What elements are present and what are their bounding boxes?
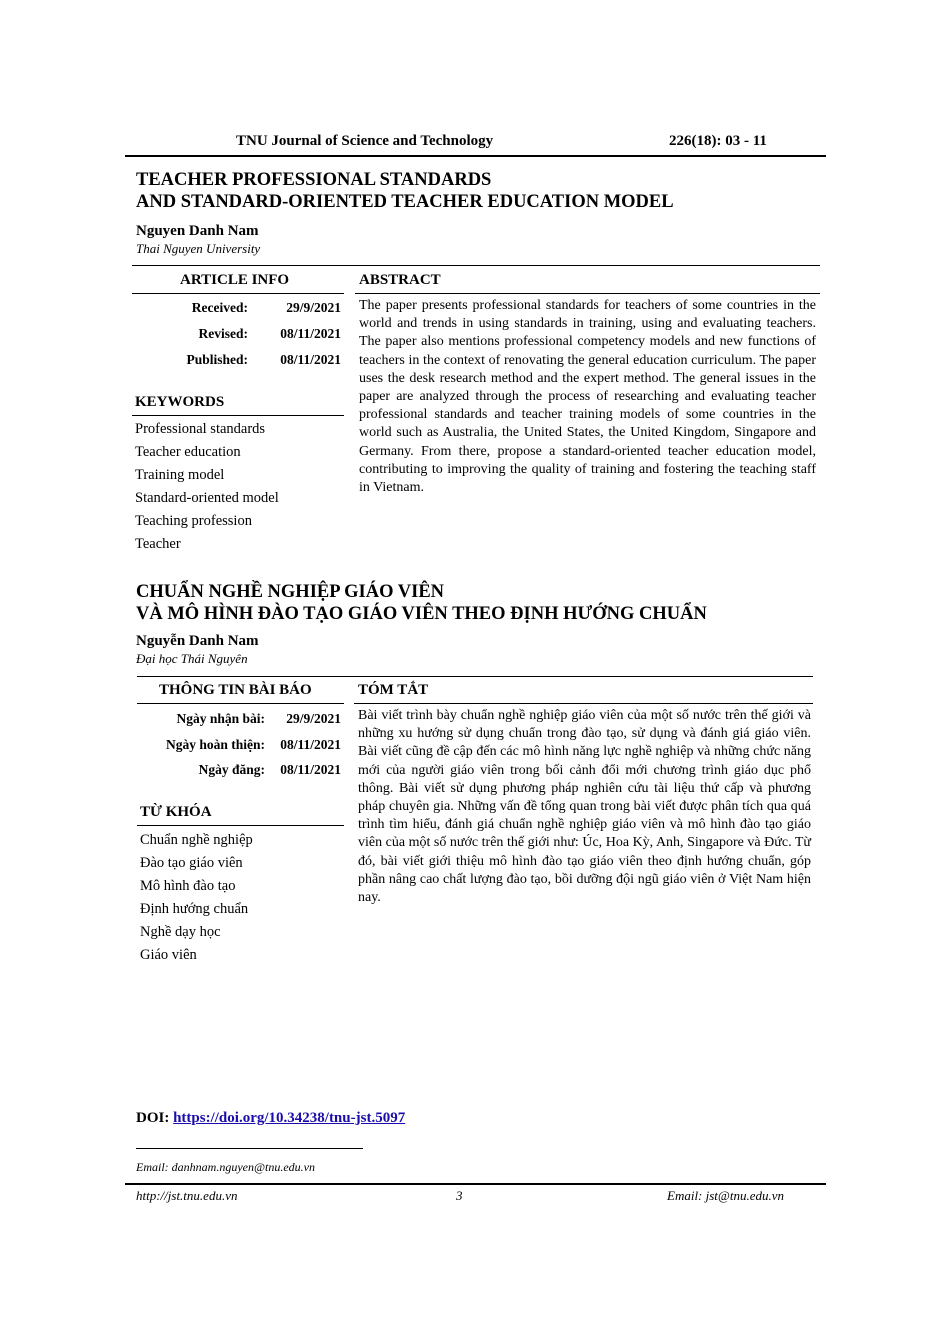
vi-title	[136, 581, 707, 625]
vi-article-info-heading: THÔNG TIN BÀI BÁO	[159, 682, 312, 698]
en-keyword: Teacher	[135, 536, 181, 552]
doi-label: DOI:	[136, 1110, 170, 1126]
journal-name: TNU Journal of Science and Technology	[236, 133, 494, 149]
en-keyword: Teaching profession	[135, 513, 252, 529]
vi-revised-value: 08/11/2021	[280, 737, 341, 752]
header-rule	[125, 155, 826, 157]
en-author: Nguyen Danh Nam	[136, 223, 259, 239]
en-title-line2: AND STANDARD-ORIENTED TEACHER EDUCATION MODEL	[136, 192, 674, 212]
vi-title-line2: VÀ MÔ HÌNH ĐÀO TẠO GIÁO VIÊN THEO ĐỊNH HƯỚNG CHUẨN	[136, 604, 707, 624]
vi-abstract-text: Bài viết trình bày chuẩn nghề nghiệp giáo viên của một số nước trên thế giới và những xu hướng sử dụng chuẩn trong đào tạo, sử dụng và đánh giá giáo viên. Bài viết cũng đề cập đến các mô hình năng lực nghề nghiệp và những chức năng mới của người giáo viên trong bối cảnh đổi mới chương trình giáo dục phổ thông. Bài viết sử dụng phương pháp nghiên cứu tài liệu thứ cấp và phương pháp chuyên gia. Những vấn đề tổng quan trong bài viết được phân tích qua quá trình tìm hiểu, đánh giá chuẩn nghề nghiệp giáo viên và mô hình đào tạo giáo viên của một số nước trên thế giới như: Úc, Hoa Kỳ, Anh, Singapore và Đức. Từ đó, bài viết giới thiệu mô hình đào tạo giáo viên theo định hướng chuẩn, góp phần nâng cao chất lượng đào tạo, bồi dưỡng đội ngũ giáo viên ở Việt Nam hiện nay.	[358, 708, 811, 906]
vi-received-value: 29/9/2021	[286, 711, 341, 726]
en-keywords-rule	[132, 415, 344, 416]
footnote-rule	[136, 1148, 363, 1149]
en-abstract-text: The paper presents professional standards for teachers of some countries in the world and trends in using standards in training, using and evaluating teachers. The paper also mentions professional competency models and new functions of teachers in the context of renovating the general education curriculum. The paper uses the desk research method and the expert method. The general issues in the paper are analyzed through the process of researching and evaluating teacher professional standards and teacher training models of some countries in the world such as Australia, the United States, the United Kingdom, Singapore and Germany. From there, propose a standard-oriented teacher education model, contributing to improving the quality of training and fostering the teaching staff in Vietnam.	[359, 298, 816, 496]
en-title	[136, 169, 674, 213]
doi-link[interactable]: https://doi.org/10.34238/tnu-jst.5097	[173, 1110, 406, 1126]
vi-info-rule	[137, 703, 344, 704]
vi-revised-label: Ngày hoàn thiện:	[165, 737, 265, 752]
vi-published-label: Ngày đăng:	[198, 762, 265, 777]
vi-keyword: Chuẩn nghề nghiệp	[140, 832, 253, 848]
vi-keyword: Nghề dạy học	[140, 924, 221, 940]
en-title-line1: TEACHER PROFESSIONAL STANDARDS	[136, 170, 492, 190]
vi-abstract-heading: TÓM TẮT	[358, 682, 429, 698]
en-received-label: Received:	[191, 300, 248, 315]
vi-keywords-rule	[137, 825, 344, 826]
en-info-rule	[132, 293, 344, 294]
vi-author: Nguyễn Danh Nam	[136, 633, 259, 649]
vi-keyword: Mô hình đào tạo	[140, 878, 236, 894]
en-published-value: 08/11/2021	[280, 352, 341, 367]
page-number: 3	[456, 1188, 463, 1203]
en-keyword: Professional standards	[135, 421, 266, 437]
vi-top-rule	[137, 676, 813, 677]
en-top-rule	[132, 265, 820, 266]
en-keyword: Training model	[135, 467, 225, 483]
vi-keyword: Giáo viên	[140, 947, 197, 963]
vi-keywords-heading: TỪ KHÓA	[140, 804, 212, 820]
en-keyword: Teacher education	[135, 444, 241, 460]
en-revised-label: Revised:	[198, 326, 248, 341]
vi-keyword: Đào tạo giáo viên	[140, 855, 243, 871]
vi-affiliation: Đại học Thái Nguyên	[136, 651, 248, 666]
en-abstract-rule	[355, 293, 820, 294]
journal-website: http://jst.tnu.edu.vn	[136, 1188, 238, 1203]
vi-title-line1: CHUẨN NGHỀ NGHIỆP GIÁO VIÊN	[136, 582, 445, 602]
doi-line	[136, 1110, 405, 1127]
en-revised-value: 08/11/2021	[280, 326, 341, 341]
vi-abstract-rule	[354, 703, 813, 704]
volume-pages: 226(18): 03 - 11	[669, 133, 767, 149]
vi-keyword: Định hướng chuẩn	[140, 901, 249, 917]
en-article-info-heading: ARTICLE INFO	[180, 272, 290, 288]
journal-email: Email: jst@tnu.edu.vn	[667, 1188, 785, 1203]
en-received-value: 29/9/2021	[286, 300, 341, 315]
footer-rule	[125, 1183, 826, 1185]
en-abstract-heading: ABSTRACT	[359, 272, 441, 288]
en-keywords-heading: KEYWORDS	[135, 394, 225, 410]
vi-published-value: 08/11/2021	[280, 762, 341, 777]
author-email: Email: danhnam.nguyen@tnu.edu.vn	[136, 1160, 316, 1174]
vi-received-label: Ngày nhận bài:	[176, 711, 265, 726]
en-published-label: Published:	[186, 352, 248, 367]
en-affiliation: Thai Nguyen University	[136, 241, 261, 256]
en-keyword: Standard-oriented model	[135, 490, 279, 506]
